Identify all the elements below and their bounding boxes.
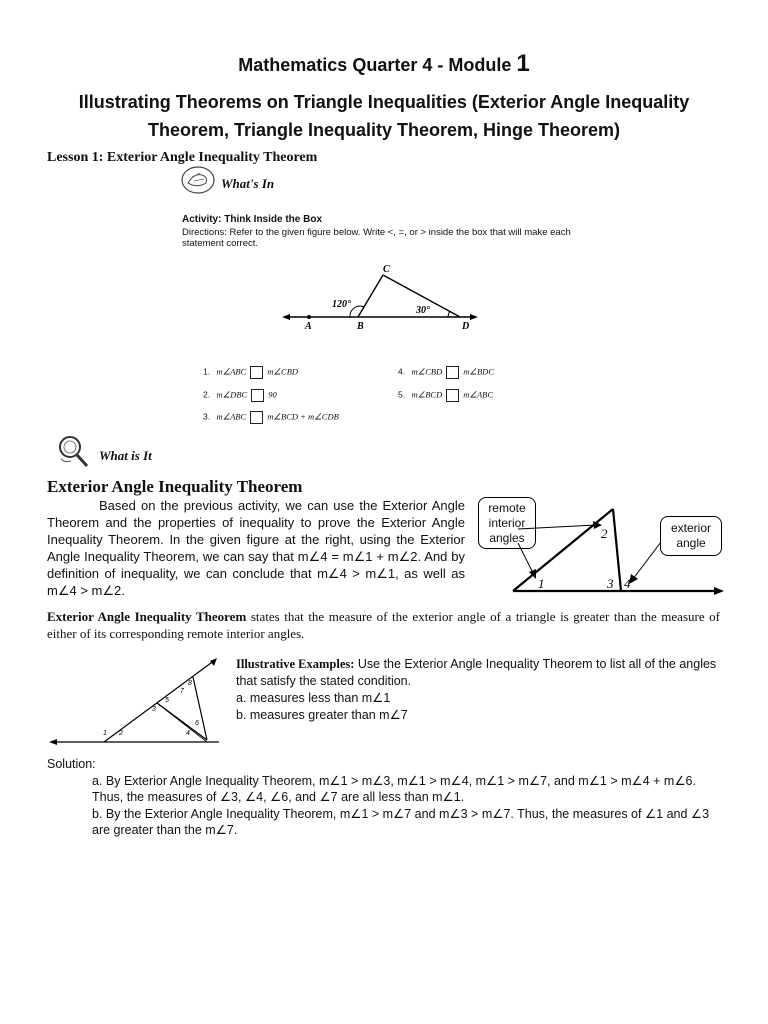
angle-d-arc — [448, 311, 450, 317]
section-title: Exterior Angle Inequality Theorem — [47, 477, 303, 496]
page-title — [0, 50, 768, 78]
illustrative-examples — [236, 656, 726, 724]
answer-box[interactable] — [250, 411, 263, 424]
activity-item-5 — [398, 389, 493, 402]
solution-a: a. By Exterior Angle Inequality Theorem, m∠1 > m∠3, m∠1 > m∠4, m∠1 > m∠7, and m∠1 > m∠4 + m∠6. Thus, the measures of ∠3, ∠4, ∠6, and ∠7 are all less than m∠1. — [92, 773, 696, 804]
num-7: 7 — [180, 688, 184, 695]
activity-directions: Directions: Refer to the given figure below. Write <, =, or > inside the box that will make each statement correct. — [182, 227, 571, 249]
item-right: m∠ABC — [463, 389, 494, 400]
hand-book-icon — [180, 165, 216, 195]
triangle-figure-abcd — [280, 262, 480, 334]
examples-text: Use the Exterior Angle Inequality Theorem to list all of the angles that satisfy the stated condition. — [236, 657, 717, 688]
examples-label: Illustrative Examples: — [236, 657, 355, 671]
label-d: D — [462, 321, 470, 332]
num-3: 3 — [152, 706, 156, 713]
activity-item-4 — [398, 366, 494, 379]
angle-1: 1 — [538, 576, 545, 591]
arrow-up — [210, 658, 217, 666]
what-is-it-heading: What is It — [99, 448, 152, 463]
solution-block — [47, 756, 727, 839]
arrow-right — [470, 314, 478, 320]
item-number: 4. — [398, 366, 406, 377]
angle-b-value: 120° — [332, 299, 351, 310]
angle-4: 4 — [624, 576, 631, 591]
answer-box[interactable] — [251, 389, 264, 402]
num-2: 2 — [119, 730, 123, 737]
angle-d-value: 30° — [416, 305, 430, 316]
whats-in-heading: What's In — [221, 176, 275, 191]
solution-label: Solution: — [47, 757, 96, 771]
page-subtitle: Illustrating Theorems on Triangle Inequalities (Exterior Angle Inequality Theorem, Triangle Inequality Theorem, Hinge Theorem) — [78, 92, 690, 140]
triangle-left-side — [513, 509, 613, 591]
pointer-line-2 — [518, 543, 533, 573]
angle-3: 3 — [607, 576, 614, 591]
theorem-text: states that the measure of the exterior angle of a triangle is greater than the measure of either of its corresponding remote interior angles. — [47, 609, 720, 641]
item-right: 90 — [268, 389, 277, 400]
item-left: m∠CBD — [411, 366, 443, 377]
num-6: 6 — [195, 720, 199, 727]
side-bc — [358, 275, 383, 317]
solution-b: b. By the Exterior Angle Inequality Theorem, m∠1 > m∠7 and m∠3 > m∠7. Thus, the measures of ∠1 and ∠3 are greater than the m∠7. — [92, 806, 710, 837]
explanation-paragraph: Based on the previous activity, we can use the Exterior Angle Theorem and the properties of inequality to prove the Exterior Angle Inequality Theorem. In the given figure at the right, using the Exterior Angle Inequality Theorem, we can say that m∠4 = m∠1 + m∠2. And by definition of inequality, we can conclude that m∠4 > m∠1, as well as m∠4 > m∠2. — [47, 498, 465, 598]
remote-interior-label: remote interior angles — [478, 497, 536, 549]
pointer-line-3 — [633, 542, 661, 579]
label-c: C — [383, 264, 390, 275]
item-number: 5. — [398, 389, 406, 400]
activity-item-1 — [203, 366, 298, 379]
point-a — [307, 315, 311, 319]
answer-box[interactable] — [250, 366, 263, 379]
answer-box[interactable] — [446, 389, 459, 402]
activity-title: Activity: Think Inside the Box — [182, 214, 323, 225]
arrow-left — [49, 739, 57, 745]
angle-2: 2 — [601, 526, 608, 541]
triangle-right-side — [613, 509, 621, 591]
example-b: b. measures greater than m∠7 — [236, 708, 408, 722]
theorem-name: Exterior Angle Inequality Theorem — [47, 609, 247, 624]
example-figure — [47, 655, 222, 745]
item-right: m∠BCD + m∠CDB — [267, 411, 339, 422]
item-number: 1. — [203, 366, 211, 377]
exterior-angle-diagram — [478, 497, 728, 602]
item-number: 3. — [203, 411, 211, 422]
item-left: m∠DBC — [216, 389, 248, 400]
answer-box[interactable] — [446, 366, 459, 379]
magnifier-icon — [53, 433, 93, 469]
item-left: m∠BCD — [411, 389, 443, 400]
activity-item-3 — [203, 411, 339, 424]
title-number: 1 — [516, 50, 530, 77]
num-8: 8 — [188, 680, 192, 687]
activity-item-2 — [203, 389, 277, 402]
item-number: 2. — [203, 389, 211, 400]
item-right: m∠BDC — [463, 366, 494, 377]
title-main: Mathematics Quarter 4 - Module — [238, 55, 512, 75]
item-left: m∠ABC — [216, 411, 247, 422]
label-a: A — [305, 321, 312, 332]
num-5: 5 — [165, 697, 169, 704]
lesson-heading: Lesson 1: Exterior Angle Inequality Theorem — [47, 150, 318, 165]
arrow-left — [282, 314, 290, 320]
item-left: m∠ABC — [216, 366, 247, 377]
example-a: a. measures less than m∠1 — [236, 691, 391, 705]
pointer-line-1 — [518, 525, 596, 529]
num-4: 4 — [186, 730, 190, 737]
exterior-angle-label: exterior angle — [660, 516, 722, 556]
label-b: B — [357, 321, 364, 332]
ray-arrow — [714, 587, 724, 595]
item-right: m∠CBD — [267, 366, 299, 377]
num-1: 1 — [103, 730, 107, 737]
theorem-statement — [47, 608, 720, 642]
